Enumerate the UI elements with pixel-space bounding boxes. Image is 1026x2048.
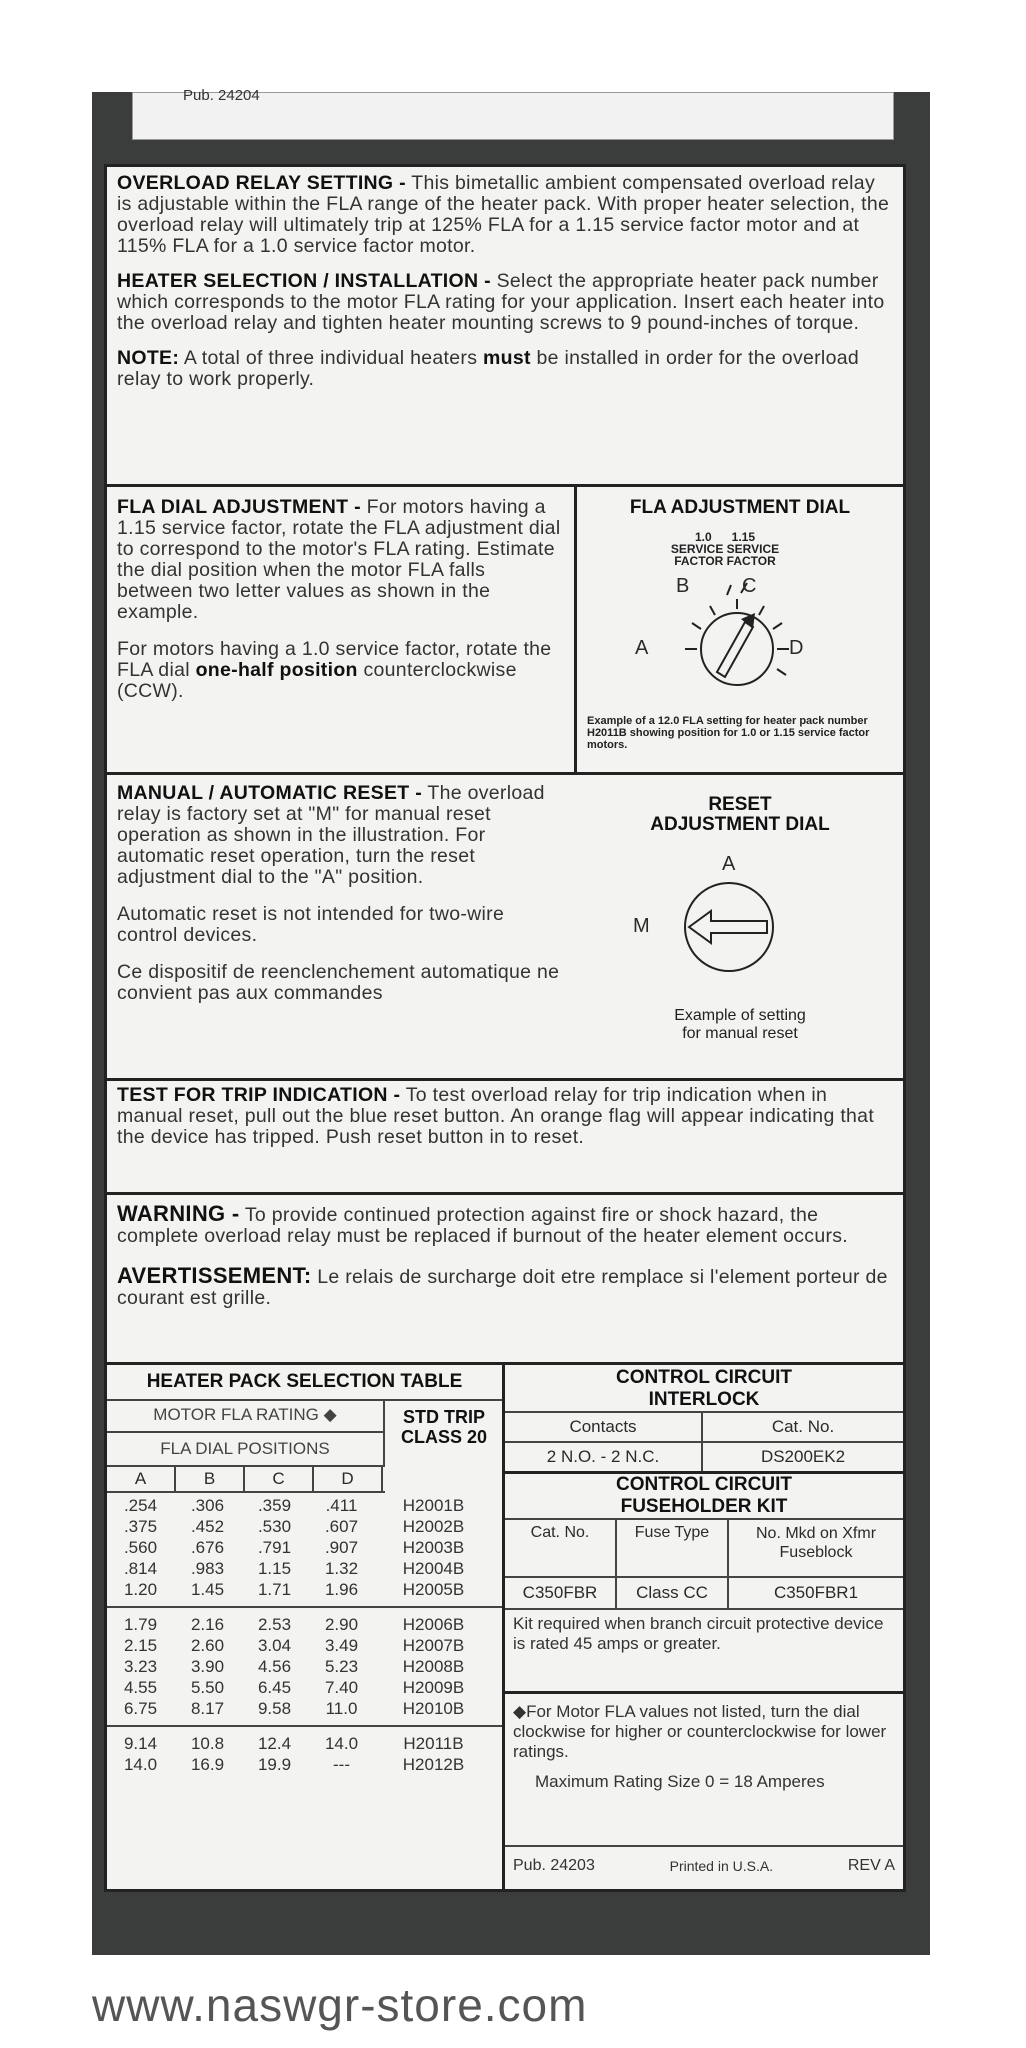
- heater-part-cell: H2008B: [402, 1657, 465, 1676]
- test-title: TEST FOR TRIP INDICATION -: [117, 1084, 401, 1106]
- fuse-v2: Class CC: [617, 1578, 729, 1608]
- fla-cell: 2.90: [324, 1615, 359, 1634]
- interlock-v1: 2 N.O. - 2 N.C.: [505, 1443, 703, 1471]
- right-tables: [505, 1365, 903, 1874]
- fla-cell: 1.32: [324, 1559, 359, 1578]
- fla-cell: 11.0: [325, 1699, 358, 1718]
- fla-cell: 6.75: [123, 1699, 158, 1718]
- test-text: To test overload relay for trip indication when in manual reset, pull out the blue reset button. An orange flag will appear indicating that the device has tripped. Push reset button in to reset.: [117, 1084, 875, 1148]
- fla-text2c: counterclockwise (CCW).: [117, 659, 517, 702]
- fla-cell: 9.14: [123, 1734, 158, 1753]
- reset-caption2: for manual reset: [682, 1025, 798, 1042]
- fla-cell: .254: [123, 1496, 158, 1515]
- dial-letter-c: C: [742, 575, 757, 597]
- instruction-label: [104, 164, 906, 1892]
- fla-cell: 1.96: [324, 1580, 359, 1599]
- heater-row-group: [107, 1489, 502, 1608]
- fla-cell: 14.0: [324, 1734, 359, 1753]
- fla-cell: 1.71: [257, 1580, 292, 1599]
- label-footer: [505, 1845, 903, 1885]
- overload-text: This bimetallic ambient compensated overload relay is adjustable within the FLA range of the heater pack. With proper heater selection, the overload relay will ultimately trip at 125% FLA for a 1.15 service factor motor and at 115% FLA for a 1.0 service factor motor.: [117, 172, 890, 257]
- fla-cell: .375: [123, 1517, 158, 1536]
- std-trip-heading: STD TRIP CLASS 20: [400, 1407, 488, 1447]
- fuse-title1: CONTROL CIRCUIT: [616, 1474, 792, 1495]
- table-row: [107, 1516, 502, 1537]
- fla-cell: 5.50: [190, 1678, 225, 1697]
- fla-cell: 1.15: [257, 1559, 292, 1578]
- fla-cell: 3.49: [324, 1636, 359, 1655]
- fla-cell: 1.79: [123, 1615, 158, 1634]
- reset-letter-a: A: [722, 853, 736, 875]
- heater-part-cell: H2006B: [402, 1615, 465, 1634]
- fla-cell: 9.58: [257, 1699, 292, 1718]
- reset-adjustment-dial: [667, 879, 797, 979]
- fla-text2a: For motors having a 1.0 service factor, rotate the FLA dial: [117, 638, 552, 681]
- footer-pub: Pub. 24203: [513, 1857, 595, 1874]
- fla-cell: 3.90: [190, 1657, 225, 1676]
- top-strip: [132, 87, 894, 140]
- fla-cell: 6.45: [257, 1678, 292, 1697]
- reset-title: MANUAL / AUTOMATIC RESET -: [117, 782, 422, 804]
- fla-section: [107, 487, 903, 775]
- fla-cell: 19.9: [257, 1755, 292, 1774]
- fla-cell: 14.0: [123, 1755, 158, 1774]
- tables-section: [107, 1365, 903, 1889]
- fla-cell: 10.8: [190, 1734, 225, 1753]
- fla-cell: .359: [257, 1496, 292, 1515]
- table-row: [107, 1495, 502, 1516]
- reset-text: The overload relay is factory set at "M" for manual reset operation as shown in the illustration. For automatic reset operation, turn the reset adjustment dial to the "A" position.: [117, 782, 545, 888]
- fla-cell: .983: [190, 1559, 225, 1578]
- reset-letter-m: M: [633, 915, 650, 937]
- fla-cell: ---: [333, 1755, 350, 1774]
- note-text1: A total of three individual heaters: [183, 347, 478, 369]
- col-b: B: [176, 1467, 245, 1491]
- reset-caption1: Example of setting: [674, 1007, 806, 1024]
- fla-cell: 1.45: [190, 1580, 225, 1599]
- fla-cell: .907: [324, 1538, 359, 1557]
- table-row: [107, 1537, 502, 1558]
- fla-cell: 2.53: [257, 1615, 292, 1634]
- interlock-h2: Cat. No.: [771, 1417, 835, 1436]
- dial-letter-b: B: [676, 575, 690, 597]
- fla-dial-panel: [577, 487, 903, 772]
- fla-cell: .607: [324, 1517, 359, 1536]
- fla-cell: 4.55: [123, 1678, 158, 1697]
- fuse-v3: C350FBR1: [773, 1583, 859, 1602]
- sf-115: 1.15: [731, 530, 756, 544]
- fla-adjustment-dial: [617, 577, 857, 707]
- motor-fla-heading: MOTOR FLA RATING ◆: [107, 1399, 385, 1433]
- sf-line3: FACTOR FACTOR: [674, 554, 776, 568]
- fuse-h1: Cat. No.: [505, 1520, 617, 1576]
- heater-part-cell: H2010B: [402, 1699, 465, 1718]
- dial-letter-d: D: [789, 637, 804, 659]
- fuse-h2: Fuse Type: [617, 1520, 729, 1576]
- table-row: [107, 1698, 502, 1719]
- heater-part-cell: H2012B: [402, 1755, 465, 1774]
- fla-cell: .306: [190, 1496, 225, 1515]
- fla-cell: 3.04: [257, 1636, 292, 1655]
- table-row: [107, 1733, 502, 1754]
- table-row: [107, 1754, 502, 1775]
- col-c: C: [245, 1467, 314, 1491]
- fuse-v1: C350FBR: [505, 1578, 617, 1608]
- heater-part-cell: H2009B: [402, 1678, 465, 1697]
- overload-title: OVERLOAD RELAY SETTING -: [117, 172, 406, 194]
- fla-cell: 3.23: [123, 1657, 158, 1676]
- fuse-title2: FUSEHOLDER KIT: [620, 1496, 788, 1517]
- table-row: [107, 1558, 502, 1579]
- heater-row-group: [107, 1727, 502, 1781]
- interlock-v2: DS200EK2: [760, 1447, 846, 1466]
- heater-row-group: [107, 1608, 502, 1727]
- warning-title: WARNING -: [117, 1201, 240, 1226]
- fla-cell: .560: [123, 1538, 158, 1557]
- fla-cell: .676: [190, 1538, 225, 1557]
- fla-cell: .411: [325, 1496, 358, 1515]
- footer-printed: Printed in U.S.A.: [669, 1858, 774, 1874]
- fla-note: ◆For Motor FLA values not listed, turn the dial clockwise for higher or counterclockwise for lower ratings.: [513, 1702, 887, 1761]
- heater-part-cell: H2003B: [402, 1538, 465, 1557]
- note-must: must: [482, 347, 531, 369]
- warning-title-fr: AVERTISSEMENT:: [117, 1263, 312, 1288]
- fla-cell: .791: [257, 1538, 292, 1557]
- fuse-h3: No. Mkd on Xfmr Fuseblock: [755, 1525, 877, 1561]
- warning-section: [107, 1195, 903, 1365]
- label-photo: [92, 87, 930, 1955]
- fla-cell: 16.9: [190, 1755, 225, 1774]
- fla-cell: 2.16: [190, 1615, 225, 1634]
- table-row: [107, 1614, 502, 1635]
- fla-cell: 7.40: [324, 1678, 359, 1697]
- reset-dial-title2: ADJUSTMENT DIAL: [650, 814, 830, 835]
- heater-text: Select the appropriate heater pack number which corresponds to the motor FLA rating for your application. Insert each heater into the overload relay and tighten heater mounting screws to 9 pound-inches of torque.: [117, 270, 885, 334]
- interlock-title2: INTERLOCK: [648, 1389, 760, 1410]
- footer-rev: REV A: [847, 1857, 895, 1874]
- fla-text2b: one-half position: [195, 659, 358, 681]
- interlock-title1: CONTROL CIRCUIT: [616, 1367, 792, 1388]
- fla-cell: .452: [190, 1517, 225, 1536]
- fla-dial-caption: Example of a 12.0 FLA setting for heater pack number H2011B showing position for 1.0 or 1.15 service factor motors.: [587, 715, 870, 751]
- reset-dial-panel: [577, 775, 903, 1078]
- reset-text2: Automatic reset is not intended for two-wire control devices.: [117, 903, 505, 946]
- heater-part-cell: H2011B: [403, 1734, 464, 1753]
- table-row: [107, 1579, 502, 1600]
- fla-cell: 8.17: [190, 1699, 225, 1718]
- fla-cell: .814: [123, 1559, 158, 1578]
- dial-positions-heading: FLA DIAL POSITIONS: [107, 1433, 385, 1467]
- heater-part-cell: H2007B: [402, 1636, 465, 1655]
- top-pub-number: Pub. 24204: [183, 87, 260, 104]
- sf-line2: SERVICE SERVICE: [670, 542, 780, 556]
- fla-cell: 2.15: [123, 1636, 158, 1655]
- fla-dial-title: FLA ADJUSTMENT DIAL: [629, 497, 851, 518]
- warning-text: To provide continued protection against fire or shock hazard, the complete overload relay must be replaced if burnout of the heater element occurs.: [117, 1204, 849, 1247]
- dial-letter-a: A: [635, 637, 649, 659]
- reset-section: [107, 775, 903, 1081]
- site-url: www.naswgr-store.com: [92, 1979, 588, 2031]
- overload-section: [107, 167, 903, 487]
- sf-1: 1.0: [694, 530, 712, 544]
- fla-cell: 5.23: [324, 1657, 359, 1676]
- heater-pack-table: [107, 1365, 505, 1889]
- fuse-kit-note: Kit required when branch circuit protective device is rated 45 amps or greater.: [505, 1610, 903, 1694]
- table-row: [107, 1635, 502, 1656]
- heater-part-cell: H2005B: [402, 1580, 465, 1599]
- table-row: [107, 1656, 502, 1677]
- fla-cell: .530: [257, 1517, 292, 1536]
- fla-cell: 1.20: [123, 1580, 158, 1599]
- max-rating: Maximum Rating Size 0 = 18 Amperes: [535, 1772, 825, 1791]
- heater-part-cell: H2004B: [402, 1559, 465, 1578]
- heater-part-cell: H2002B: [402, 1517, 465, 1536]
- note-text2: be installed in order for the overload relay to work properly.: [117, 347, 860, 390]
- warning-text-fr: Le relais de surcharge doit etre remplace si l'element porteur de courant est grille.: [117, 1266, 888, 1309]
- col-a: A: [107, 1467, 176, 1491]
- interlock-h1: Contacts: [505, 1413, 703, 1441]
- table-row: [107, 1677, 502, 1698]
- fla-text: For motors having a 1.15 service factor, rotate the FLA adjustment dial to correspond to the motor's FLA rating. Estimate the dial position when the motor FLA falls between two letter values as shown in the example.: [117, 496, 561, 623]
- fla-cell: 2.60: [190, 1636, 225, 1655]
- reset-text3: Ce dispositif de reenclenchement automatique ne convient pas aux commandes: [117, 961, 560, 1004]
- heater-table-title: HEATER PACK SELECTION TABLE: [107, 1365, 502, 1401]
- col-d: D: [314, 1467, 383, 1491]
- fla-cell: 12.4: [257, 1734, 292, 1753]
- note-title: NOTE:: [117, 347, 180, 369]
- reset-dial-title1: RESET: [708, 794, 772, 815]
- heater-rows: [107, 1489, 502, 1781]
- fla-cell: 4.56: [257, 1657, 292, 1676]
- heater-part-cell: H2001B: [402, 1496, 465, 1515]
- heater-title: HEATER SELECTION / INSTALLATION -: [117, 270, 491, 292]
- test-section: [107, 1081, 903, 1195]
- fla-title: FLA DIAL ADJUSTMENT -: [117, 496, 361, 518]
